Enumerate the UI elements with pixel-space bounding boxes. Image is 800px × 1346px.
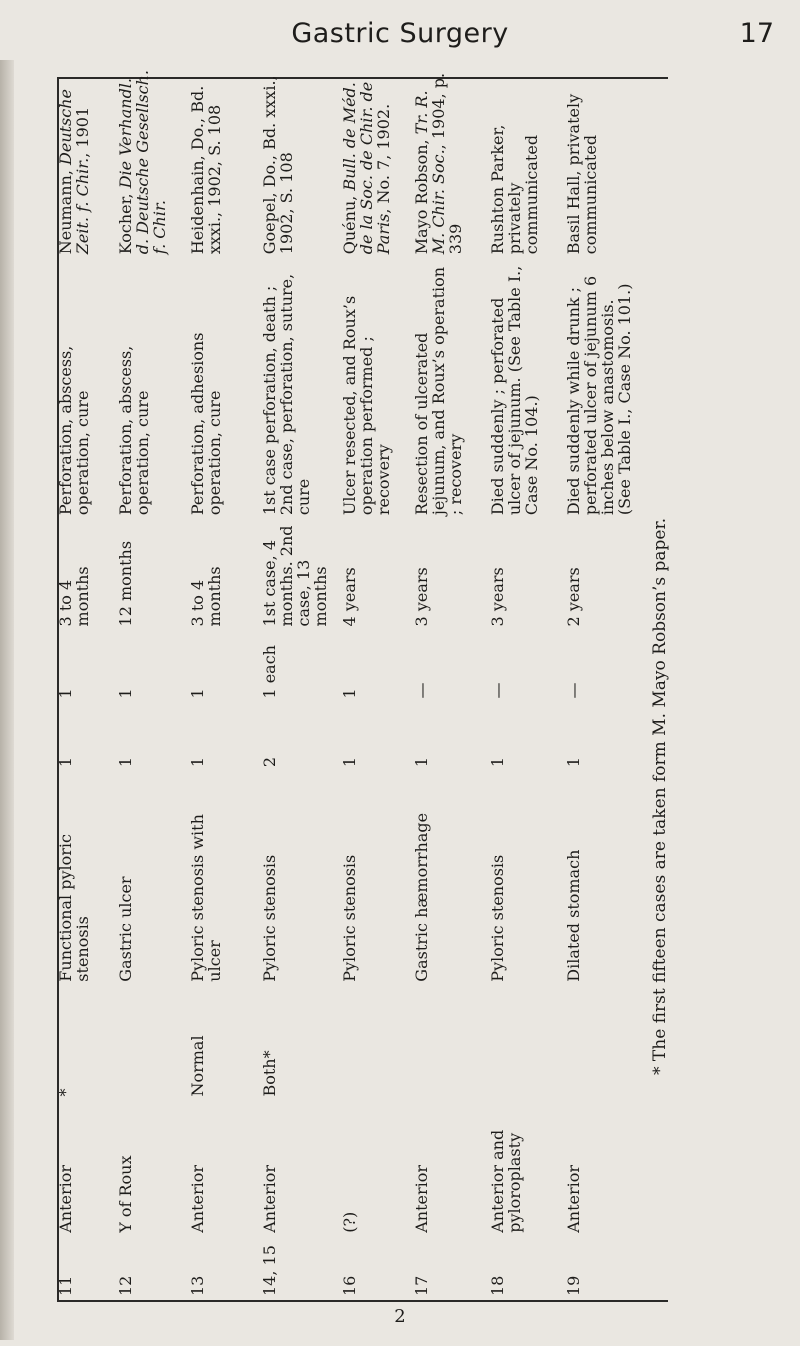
authority-name: Heidenhain, Do., Bd. xxxi., 1902, S. 108 xyxy=(188,85,224,255)
cell-cases: 1 xyxy=(188,756,207,768)
authority-name: Basil Hall, privately communicated xyxy=(564,93,600,255)
table-row xyxy=(339,65,409,1300)
cell-number: 12 xyxy=(116,1275,135,1296)
authority-journal: Bull. de Méd. de la Soc. de Chir. de Paris xyxy=(340,81,393,255)
cell-interval: 4 years xyxy=(340,567,359,627)
authority-journal: Tr. R. M. Chir. Soc. xyxy=(412,90,448,255)
cell-authority xyxy=(339,65,409,258)
authority-name: Kocher, xyxy=(116,188,135,255)
table-row xyxy=(563,65,659,1300)
cell-anastomosis: Anterior and pyloroplasty xyxy=(488,1129,524,1233)
cell-interval: 3 to 4 months xyxy=(188,566,224,627)
cell-authority xyxy=(55,65,113,258)
cell-result: 1st case perforation, death ; 2nd case, perforation, suture, cure xyxy=(260,273,313,516)
authority-name: Neumann, xyxy=(56,164,75,255)
cell-result: Died suddenly while drunk ; perforated ulcer of jejunum 6 inches below anastomosis. (See Table I., Case No. 101.) xyxy=(564,275,634,516)
cell-interval: 3 years xyxy=(488,567,507,627)
cell-operations: — xyxy=(488,682,507,699)
cell-number: 11 xyxy=(56,1275,75,1296)
cell-operations: 1 xyxy=(188,688,207,699)
running-title: Gastric Surgery xyxy=(291,18,509,49)
cell-result: Perforation, abscess, operation, cure xyxy=(116,345,152,516)
authority-journal: Deutsche Zeit. f. Chir. xyxy=(56,88,92,255)
cell-number: 19 xyxy=(564,1275,583,1296)
cell-interval: 3 to 4 months xyxy=(56,566,92,627)
cell-interval: 1st case, 4 months. 2nd case, 13 months xyxy=(260,525,330,627)
cell-number: 16 xyxy=(340,1275,359,1296)
authority-name: Goepel, Do., Bd. xxxi., 1902, S. 108 xyxy=(260,75,296,255)
cell-anastomosis: Anterior xyxy=(412,1164,431,1233)
cell-authority xyxy=(411,65,485,258)
cell-result: Died suddenly ; perforated ulcer of jejunum. (See Table I., Case No. 104.) xyxy=(488,265,541,516)
table-row xyxy=(115,65,185,1300)
cell-pylorus: Both* xyxy=(260,1050,279,1097)
cell-pylorus xyxy=(563,986,659,1101)
cell-anastomosis: Anterior xyxy=(564,1164,583,1233)
cell-operations: 1 xyxy=(340,688,359,699)
cell-cases: 1 xyxy=(116,756,135,768)
cell-pylorus xyxy=(115,986,185,1101)
cell-number: 17 xyxy=(412,1275,431,1296)
cell-cases: 1 xyxy=(56,756,75,768)
authority-name: Mayo Robson, xyxy=(412,134,431,255)
cell-result: Perforation, abscess, operation, cure xyxy=(56,345,92,516)
cell-authority xyxy=(259,65,337,258)
cell-anastomosis: Anterior xyxy=(56,1164,75,1233)
cell-interval: 12 months xyxy=(116,540,135,627)
cell-pylorus xyxy=(411,986,485,1101)
cell-result: Perforation, adhesions operation, cure xyxy=(188,332,224,516)
footnote: * The first fifteen cases are taken form M. Mayo Robson’s paper. xyxy=(650,517,670,1075)
table-row xyxy=(411,65,485,1300)
cell-disease: Pyloric stenosis with ulcer xyxy=(188,814,224,982)
cell-anastomosis: (?) xyxy=(340,1211,359,1233)
cell-interval: 2 years xyxy=(564,567,583,627)
page-number: 17 xyxy=(739,18,774,49)
cell-authority xyxy=(187,65,257,258)
cell-authority xyxy=(487,65,561,258)
cell-pylorus xyxy=(487,986,561,1101)
cell-cases: 1 xyxy=(564,756,583,768)
cell-operations: — xyxy=(412,682,431,699)
table-bottom-rule xyxy=(58,1300,668,1302)
cell-authority xyxy=(115,65,185,258)
cell-pylorus: * xyxy=(56,1088,75,1097)
authority-name: Quénu, xyxy=(340,190,359,255)
cell-disease: Gastric hæmorrhage xyxy=(412,812,431,982)
cell-anastomosis: Anterior xyxy=(260,1164,279,1233)
cell-cases: 1 xyxy=(412,756,431,768)
cell-number: 14, 15 xyxy=(260,1245,279,1296)
cell-cases: 2 xyxy=(260,756,279,768)
page-edge-shadow xyxy=(0,60,14,1340)
cell-number: 18 xyxy=(488,1275,507,1296)
rotated-table xyxy=(55,65,745,1300)
cell-authority xyxy=(563,65,659,258)
cell-pylorus: Normal xyxy=(188,1035,207,1097)
cell-disease: Pyloric stenosis xyxy=(488,854,507,982)
cell-anastomosis: Anterior xyxy=(188,1164,207,1233)
table-row xyxy=(487,65,561,1300)
cell-operations: — xyxy=(564,682,583,699)
cell-operations: 1 each xyxy=(260,645,279,699)
cell-result: Ulcer resected, and Roux’s operation performed ; recovery xyxy=(340,295,393,516)
signature-mark: 2 xyxy=(394,1306,406,1327)
authority-journal: Die Verhandl. d. Deutsche Gesellsch. f. Chir. xyxy=(116,70,169,255)
cell-disease: Pyloric stenosis xyxy=(260,854,279,982)
cell-number: 13 xyxy=(188,1275,207,1296)
cell-interval: 3 years xyxy=(412,567,431,627)
cell-disease: Functional pyloric stenosis xyxy=(56,834,92,982)
cell-disease: Pyloric stenosis xyxy=(340,854,359,982)
authority-tail: , 1901 xyxy=(73,106,92,158)
cell-cases: 1 xyxy=(488,756,507,768)
authority-tail: , 1904, p. 339 xyxy=(429,72,465,255)
table-row xyxy=(259,65,337,1300)
cell-anastomosis: Y of Roux xyxy=(116,1155,135,1233)
cell-operations: 1 xyxy=(56,688,75,699)
table-row xyxy=(55,65,113,1300)
cell-cases: 1 xyxy=(340,756,359,768)
page-header xyxy=(0,0,800,58)
cell-result: Resection of ulcerated jejunum, and Roux’s operation ; recovery xyxy=(412,266,465,516)
cell-disease: Gastric ulcer xyxy=(116,876,135,982)
cell-disease: Dilated stomach xyxy=(564,849,583,982)
cell-operations: 1 xyxy=(116,688,135,699)
authority-tail: , No. 7, 1902. xyxy=(374,103,393,214)
table-row xyxy=(187,65,257,1300)
cell-pylorus xyxy=(339,986,409,1101)
authority-name: Rushton Parker, privately communicated xyxy=(488,124,541,255)
